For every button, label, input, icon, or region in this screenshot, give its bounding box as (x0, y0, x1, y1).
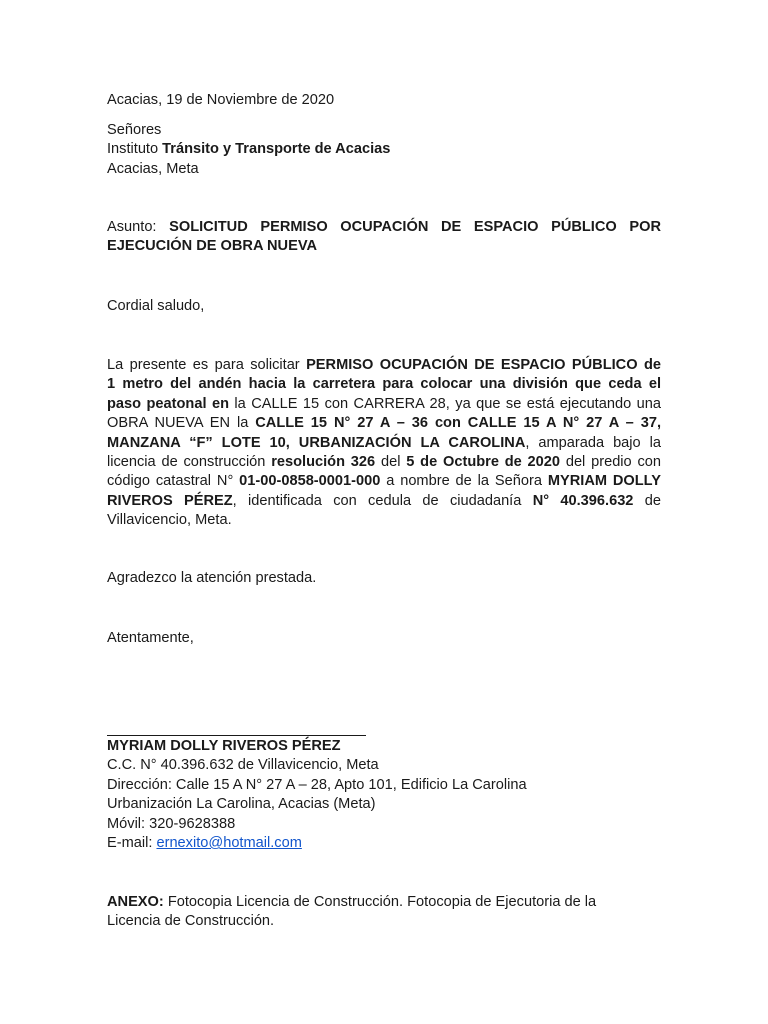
closing (107, 629, 661, 648)
subject-text-1: SOLICITUD PERMISO OCUPACIÓN DE ESPACIO PÚBLICO POR (169, 219, 661, 235)
body-text: código catastral N° (107, 473, 240, 490)
signature-block (107, 737, 661, 853)
body-text: OBRA NUEVA EN la (107, 415, 256, 432)
recipient-institute (107, 140, 661, 159)
institute-prefix: Instituto (107, 141, 163, 158)
body-line-6 (107, 453, 661, 472)
closing-text: Atentamente, (107, 630, 194, 646)
subject-label: Asunto: (107, 219, 170, 235)
body-text: licencia de construcción (107, 454, 272, 471)
recipient-block (107, 121, 661, 179)
body-text: , identificada con cedula de ciudadanía (232, 492, 533, 509)
body-text: a nombre de la Señora (380, 473, 548, 490)
body-paragraph (107, 356, 661, 531)
signer-name (107, 737, 661, 756)
body-bold: 1 metro del andén hacia la carretera para colocar una división que ceda el (107, 376, 661, 393)
signature-line (107, 735, 366, 736)
body-line-5 (107, 434, 661, 453)
annex-line-1 (107, 893, 661, 912)
signer-id: C.C. N° 40.396.632 de Villavicencio, Meta (107, 757, 379, 774)
body-bold: 5 de Octubre de 2020 (406, 454, 561, 471)
body-line-2 (107, 375, 661, 394)
institute-name: Tránsito y Transporte de Acacias (162, 141, 391, 158)
body-line-7 (107, 472, 661, 491)
body-bold: PERMISO OCUPACIÓN DE ESPACIO PÚBLICO de (306, 357, 661, 373)
thanks (107, 569, 661, 588)
body-bold: RIVEROS PÉREZ (107, 492, 233, 509)
recipient-salutation: Señores (107, 122, 162, 138)
body-line-1 (107, 356, 661, 375)
body-bold: MYRIAM DOLLY (547, 473, 661, 490)
body-line-9: Villavicencio, Meta. (107, 512, 232, 529)
body-text: del (375, 454, 407, 471)
greeting (107, 297, 661, 316)
annex-block (107, 893, 661, 932)
signer-name-text: MYRIAM DOLLY RIVEROS PÉREZ (107, 738, 341, 754)
email-label: E-mail: (107, 835, 157, 852)
subject-line-1 (107, 218, 661, 237)
annex-text-1: Fotocopia Licencia de Construcción. Fotocopia de Ejecutoria de la (163, 894, 597, 910)
body-line-3 (107, 395, 661, 414)
signer-area: Urbanización La Carolina, Acacias (Meta) (107, 796, 376, 813)
signer-mobile: Móvil: 320-9628388 (107, 815, 236, 832)
subject-text-2: EJECUCIÓN DE OBRA NUEVA (107, 238, 318, 255)
body-bold: N° 40.396.632 (532, 492, 634, 509)
thanks-text: Agradezco la atención prestada. (107, 570, 317, 586)
email-link[interactable]: ernexito@hotmail.com (156, 835, 302, 852)
body-line-8 (107, 492, 661, 511)
body-bold: resolución 326 (271, 454, 376, 471)
place-date (107, 91, 661, 110)
body-bold: MANZANA “F” LOTE 10, URBANIZACIÓN LA CAROLINA (107, 434, 526, 451)
body-text: de (633, 492, 661, 509)
body-bold: CALLE 15 N° 27 A – 36 con CALLE 15 A N° 27 A – 37, (255, 415, 662, 432)
body-text: del predio con (560, 454, 661, 471)
body-bold: 01-00-0858-0001-000 (239, 473, 381, 490)
body-text: La presente es para solicitar (107, 357, 307, 373)
body-bold: paso peatonal en (107, 395, 229, 412)
greeting-text: Cordial saludo, (107, 298, 205, 314)
signer-email-row (107, 834, 661, 853)
body-text: la CALLE 15 con CARRERA 28, ya que se está ejecutando una (228, 395, 661, 412)
signer-address: Dirección: Calle 15 A N° 27 A – 28, Apto 101, Edificio La Carolina (107, 776, 527, 793)
body-text: , amparada bajo la (525, 434, 661, 451)
subject-block (107, 218, 661, 257)
annex-line-2: Licencia de Construcción. (107, 913, 275, 930)
recipient-city: Acacias, Meta (107, 160, 199, 177)
place-date-text: Acacias, 19 de Noviembre de 2020 (107, 92, 335, 108)
body-line-4 (107, 414, 661, 433)
subject-line-2 (107, 237, 661, 256)
annex-label: ANEXO: (107, 894, 164, 910)
